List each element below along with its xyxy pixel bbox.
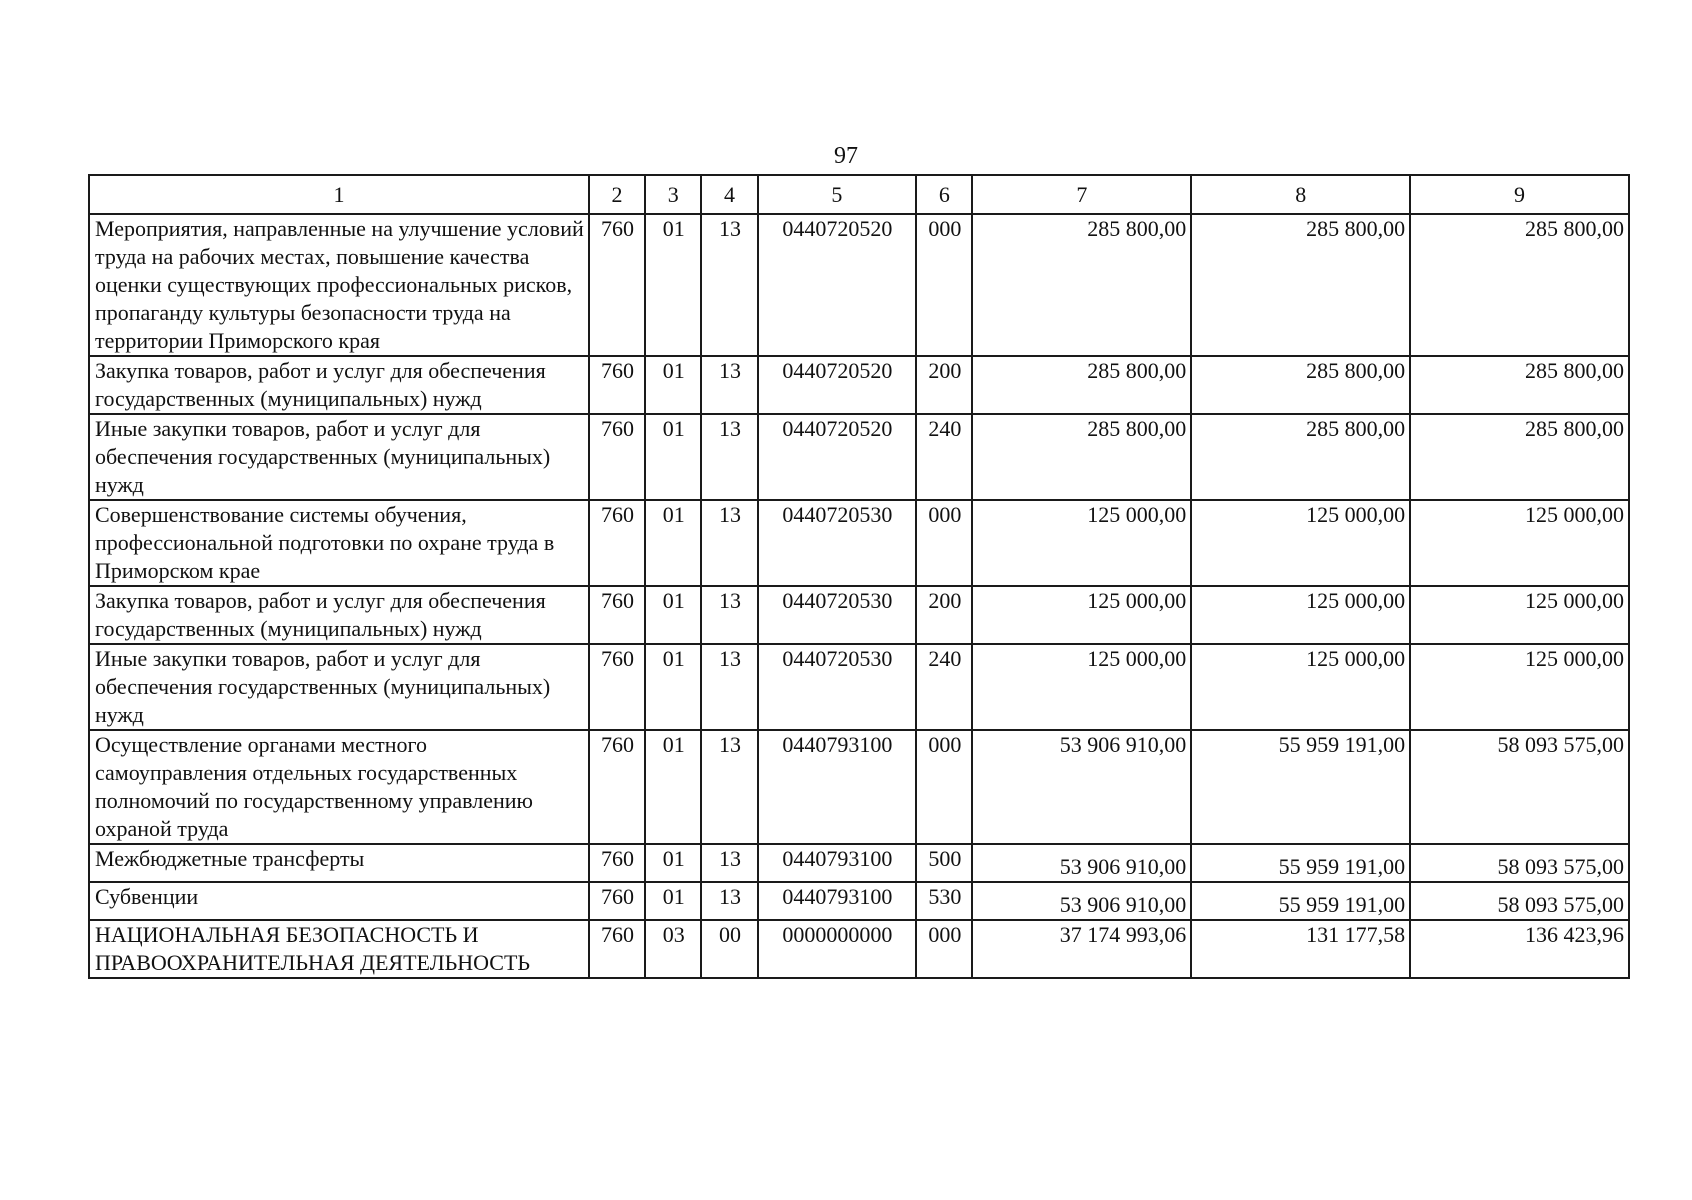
- row-name: Иные закупки товаров, работ и услуг для обеспечения государственных (муниципальных) нужд: [89, 644, 589, 730]
- grbs-code: 760: [589, 356, 645, 414]
- row-name: Закупка товаров, работ и услуг для обеспечения государственных (муниципальных) нужд: [89, 586, 589, 644]
- table-row: [89, 356, 1629, 414]
- target-article-code: 0440793100: [758, 844, 917, 882]
- column-number-row: [89, 175, 1629, 214]
- amount-col-9: 125 000,00: [1410, 586, 1629, 644]
- row-name: Осуществление органами местного самоуправления отдельных государственных полномочий по государственному управлению охраной труда: [89, 730, 589, 844]
- subsection-code: 13: [701, 882, 757, 920]
- row-name: Закупка товаров, работ и услуг для обеспечения государственных (муниципальных) нужд: [89, 356, 589, 414]
- section-code: 01: [645, 356, 701, 414]
- amount-col-9: 58 093 575,00: [1410, 844, 1629, 882]
- table-row: [89, 844, 1629, 882]
- section-code: 01: [645, 882, 701, 920]
- row-name: НАЦИОНАЛЬНАЯ БЕЗОПАСНОСТЬ И ПРАВООХРАНИТЕЛЬНАЯ ДЕЯТЕЛЬНОСТЬ: [89, 920, 589, 978]
- expense-type-code: 530: [916, 882, 972, 920]
- target-article-code: 0440793100: [758, 730, 917, 844]
- amount-col-8: 125 000,00: [1191, 500, 1410, 586]
- table-row: [89, 586, 1629, 644]
- amount-col-7: 285 800,00: [972, 356, 1191, 414]
- subsection-code: 13: [701, 500, 757, 586]
- section-code: 01: [645, 730, 701, 844]
- amount-col-7: 53 906 910,00: [972, 844, 1191, 882]
- amount-col-9: 136 423,96: [1410, 920, 1629, 978]
- table-row: [89, 214, 1629, 356]
- amount-col-9: 58 093 575,00: [1410, 882, 1629, 920]
- column-header: 7: [972, 175, 1191, 214]
- column-header: 4: [701, 175, 757, 214]
- column-header: 3: [645, 175, 701, 214]
- amount-col-7: 125 000,00: [972, 586, 1191, 644]
- target-article-code: 0440720530: [758, 586, 917, 644]
- target-article-code: 0440720520: [758, 214, 917, 356]
- subsection-code: 13: [701, 844, 757, 882]
- expense-type-code: 500: [916, 844, 972, 882]
- row-name: Мероприятия, направленные на улучшение условий труда на рабочих местах, повышение качества оценки существующих профессиональных рисков, пропаганду культуры безопасности труда на территории Приморского края: [89, 214, 589, 356]
- grbs-code: 760: [589, 644, 645, 730]
- expense-type-code: 200: [916, 356, 972, 414]
- subsection-code: 13: [701, 730, 757, 844]
- subsection-code: 13: [701, 586, 757, 644]
- column-header: 5: [758, 175, 917, 214]
- grbs-code: 760: [589, 920, 645, 978]
- expense-type-code: 000: [916, 500, 972, 586]
- subsection-code: 00: [701, 920, 757, 978]
- column-header: 6: [916, 175, 972, 214]
- amount-col-7: 125 000,00: [972, 644, 1191, 730]
- amount-col-8: 131 177,58: [1191, 920, 1410, 978]
- grbs-code: 760: [589, 730, 645, 844]
- amount-col-9: 285 800,00: [1410, 214, 1629, 356]
- row-name: Межбюджетные трансферты: [89, 844, 589, 882]
- table-row: [89, 882, 1629, 920]
- expense-type-code: 000: [916, 920, 972, 978]
- target-article-code: 0440720530: [758, 500, 917, 586]
- expense-type-code: 000: [916, 730, 972, 844]
- section-code: 01: [645, 214, 701, 356]
- table-row: [89, 414, 1629, 500]
- amount-col-9: 285 800,00: [1410, 356, 1629, 414]
- row-name: Иные закупки товаров, работ и услуг для обеспечения государственных (муниципальных) нужд: [89, 414, 589, 500]
- column-header: 1: [89, 175, 589, 214]
- amount-col-8: 285 800,00: [1191, 214, 1410, 356]
- amount-col-7: 125 000,00: [972, 500, 1191, 586]
- table-row: [89, 730, 1629, 844]
- expense-type-code: 240: [916, 644, 972, 730]
- grbs-code: 760: [589, 214, 645, 356]
- amount-col-7: 285 800,00: [972, 414, 1191, 500]
- column-header: 2: [589, 175, 645, 214]
- section-code: 03: [645, 920, 701, 978]
- expense-type-code: 000: [916, 214, 972, 356]
- target-article-code: 0440720520: [758, 356, 917, 414]
- page-number: 97: [834, 143, 858, 169]
- amount-col-9: 125 000,00: [1410, 500, 1629, 586]
- amount-col-9: 285 800,00: [1410, 414, 1629, 500]
- target-article-code: 0440793100: [758, 882, 917, 920]
- section-code: 01: [645, 414, 701, 500]
- amount-col-7: 285 800,00: [972, 214, 1191, 356]
- section-code: 01: [645, 844, 701, 882]
- grbs-code: 760: [589, 844, 645, 882]
- section-code: 01: [645, 500, 701, 586]
- subsection-code: 13: [701, 644, 757, 730]
- column-header: 9: [1410, 175, 1629, 214]
- amount-col-8: 55 959 191,00: [1191, 730, 1410, 844]
- amount-col-9: 58 093 575,00: [1410, 730, 1629, 844]
- table-row: [89, 920, 1629, 978]
- section-code: 01: [645, 586, 701, 644]
- grbs-code: 760: [589, 414, 645, 500]
- subsection-code: 13: [701, 356, 757, 414]
- section-code: 01: [645, 644, 701, 730]
- table-row: [89, 500, 1629, 586]
- subsection-code: 13: [701, 414, 757, 500]
- amount-col-8: 125 000,00: [1191, 644, 1410, 730]
- amount-col-7: 53 906 910,00: [972, 730, 1191, 844]
- amount-col-7: 53 906 910,00: [972, 882, 1191, 920]
- amount-col-7: 37 174 993,06: [972, 920, 1191, 978]
- grbs-code: 760: [589, 586, 645, 644]
- grbs-code: 760: [589, 882, 645, 920]
- amount-col-8: 125 000,00: [1191, 586, 1410, 644]
- target-article-code: 0440720530: [758, 644, 917, 730]
- expense-type-code: 200: [916, 586, 972, 644]
- table-row: [89, 644, 1629, 730]
- budget-table: [88, 174, 1630, 979]
- row-name: Субвенции: [89, 882, 589, 920]
- amount-col-8: 285 800,00: [1191, 414, 1410, 500]
- grbs-code: 760: [589, 500, 645, 586]
- target-article-code: 0000000000: [758, 920, 917, 978]
- amount-col-8: 55 959 191,00: [1191, 882, 1410, 920]
- amount-col-9: 125 000,00: [1410, 644, 1629, 730]
- subsection-code: 13: [701, 214, 757, 356]
- column-header: 8: [1191, 175, 1410, 214]
- row-name: Совершенствование системы обучения, профессиональной подготовки по охране труда в Приморском крае: [89, 500, 589, 586]
- amount-col-8: 55 959 191,00: [1191, 844, 1410, 882]
- amount-col-8: 285 800,00: [1191, 356, 1410, 414]
- expense-type-code: 240: [916, 414, 972, 500]
- target-article-code: 0440720520: [758, 414, 917, 500]
